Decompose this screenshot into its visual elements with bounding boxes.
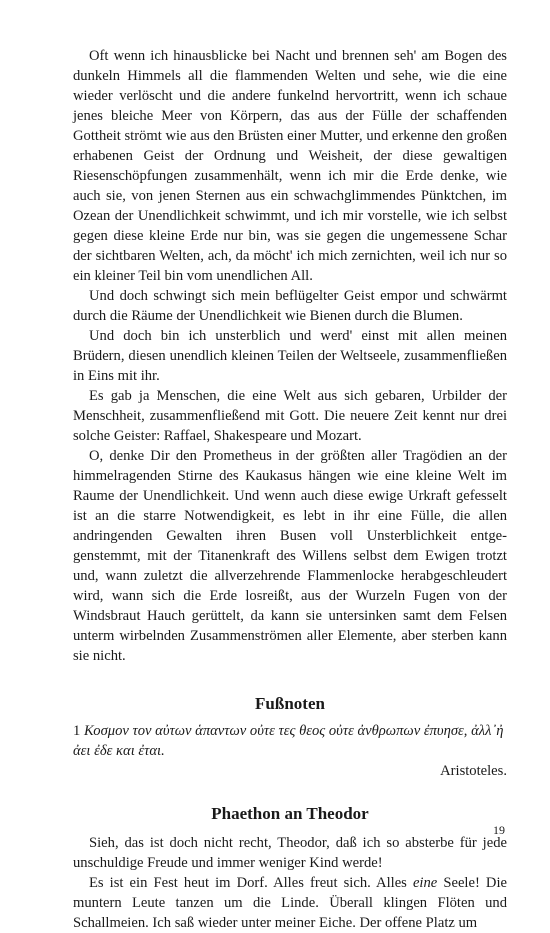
footnote-source: Aristoteles.	[440, 763, 507, 779]
body-paragraph: Es gab ja Menschen, die eine Welt aus sich gebaren, Urbilder der Menschheit, zusammenfließend mit Gott. Die neuere Zeit kennt nur drei solche Geister: Raffael, Shakespeare und Mozart.	[73, 388, 507, 444]
footnotes-heading: Fußnoten	[255, 694, 325, 713]
body-paragraph: Oft wenn ich hinausblicke bei Nacht und brennen seh' am Bogen des dunkeln Himmels all die flammenden Welten und sehe, wie die eine wieder verlöscht und die andere funkelnd hervortritt, wenn ich schaue jenes bleiche Meer von Körpern, das aus der Fülle der schaffenden Gottheit strömt wie aus den Brüsten einer Mutter, und erkenne den großen erhabenen Geist der Ordnung und Weisheit, der diese gewaltigen Riesenschöpfungen zusammenhält, wenn ich mir die Erde denke, wie auch sie, von jenen Sternen aus ein schwachglimmendes Pünktchen, im Ozean der Unendlichkeit schwimmt, und ich mir vorstelle, wie ich selbst gegen diese kleine Erde nur bin, was sie gegen die ungemessene Schar der sichtbaren Welten, ach, da möcht' ich mich zernichten, weil ich nur so ein kleiner Teil bin vom unendlichen All.	[73, 48, 507, 284]
page-content	[73, 46, 507, 933]
paragraph-text-start: Es ist ein Fest heut im Dorf. Alles freut sich. Alles	[89, 875, 413, 891]
section-heading: Phaethon an Theodor	[211, 804, 369, 823]
body-paragraph: O, denke Dir den Prometheus in der größten aller Tragödien an der himmelragenden Stirne des Kaukasus hängen wie eine kleine Welt im Raume der Unendlichkeit. Und wenn auch diese ewige Urkraft gefesselt ist an die starre Notwendigkeit, es lebt in ihr eine Fülle, die allen andringenden Gewalten ihren Busen voll Unsterblichkeit entgegenstemmt, mit der Titanenkraft des Willens selbst dem Ewigen trotzt und, wann zuletzt die allverzehrende Flammenlocke herabgeschleudert wird, wann sich die Erde losreißt, aus der Wurzeln Fugen von der Windsbraut Hauch gerüttelt, da kann sie untersinken samt dem Felsen unterm wirbelnden Zusammenströmen aller Elemente, aber sterben kann sie nicht.	[73, 448, 507, 664]
section-paragraph	[73, 873, 507, 933]
page-number: 19	[493, 823, 505, 837]
body-paragraph: Und doch schwingt sich mein beflügelter Geist empor und schwärmt durch die Räume der Unendlichkeit wie Bienen durch die Blumen.	[73, 288, 507, 324]
section-paragraph: Sieh, das ist doch nicht recht, Theodor, daß ich so absterbe für jede unschuldige Freude und immer weniger Kind werde!	[73, 835, 507, 871]
paragraph-text-end: Seele! Die muntern Leute tanzen um die Linde. Überall klingen Flöten und Schallmeien. Ich saß wieder unter meiner Eiche. Der offene Platz um	[73, 875, 507, 931]
footnote	[73, 721, 507, 761]
footnote-number: 1	[73, 723, 81, 739]
emphasized-word: eine	[412, 875, 438, 891]
footnote-text: Κοσμον τον αὐτων ἁπαντων οὐτε τες θεος οὐτε ἀνθρωπων ἐπυησε, ἀλλ᾽ἠ ἀει ἐδε και ἐται.	[73, 723, 504, 759]
body-paragraph: Und doch bin ich unsterblich und werd' einst mit allen meinen Brüdern, diesen unendlich kleinen Teilen der Weltseele, zusammenfließen in Eins mit ihr.	[73, 328, 507, 384]
